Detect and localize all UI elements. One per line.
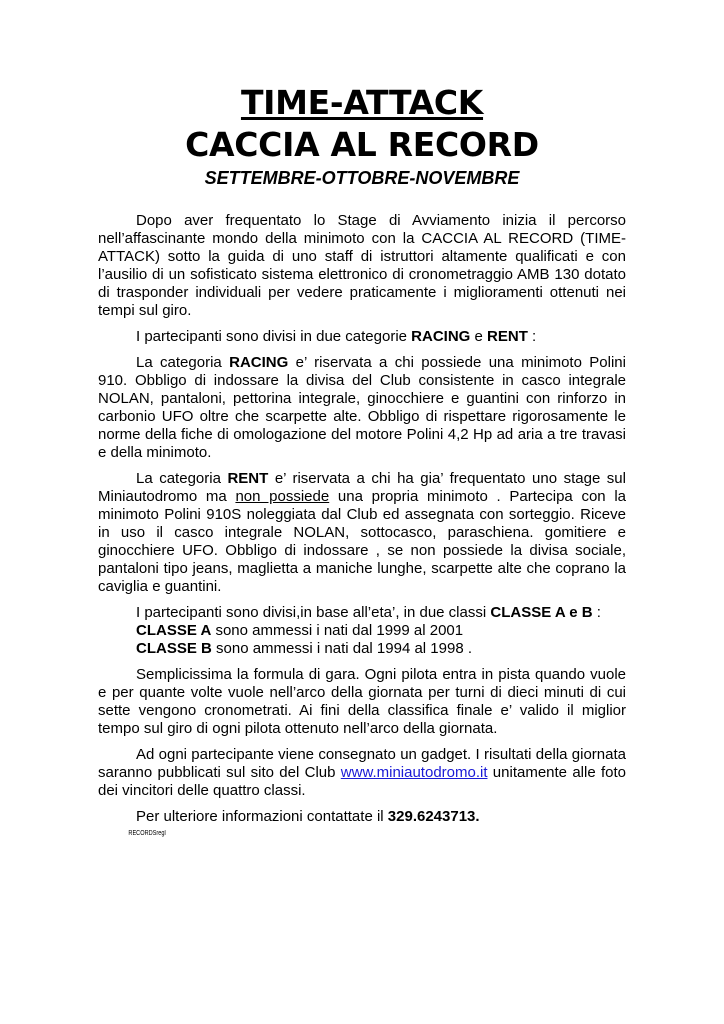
paragraph-classes <box>98 604 626 658</box>
classe-a-label: CLASSE A <box>136 622 212 639</box>
footnote-filename: RECORDSregl <box>128 830 166 837</box>
paragraph-intro: Dopo aver frequentato lo Stage di Avviamento inizia il percorso nell’affascinante mondo della minimoto con la CACCIA AL RECORD (TIME-ATTACK) sotto la guida di uno staff di istruttori altamente qualificati e con l’ausilio di un sofisticato sistema elettronico di cronometraggio AMB 130 dotato di trasponder individuali per vedere praticamente i miglioramenti ottenuti nei tempi sul giro. <box>98 212 626 319</box>
categories-text-mid: e <box>470 328 488 345</box>
paragraph-rent <box>98 470 626 596</box>
paragraph-formula: Semplicissima la formula di gara. Ogni pilota entra in pista quando vuole e per quante volte vuole nell’arco della giornata per turni di dieci minuti di cui sette vengono cronometrati. Ai fini della classifica finale e’ valido il miglior tempo sul giro di ogni pilota ottenuto nell’arco della giornata. <box>98 666 626 737</box>
racing-text-pre: La categoria <box>136 354 230 371</box>
racing-text-post: e’ riservata a chi possiede una minimoto Polini 910. Obbligo di indossare la divisa del Club consistente in casco integrale NOLAN, pantaloni, pettorina integrale, ginocchiere e guantini con rinforzo in carbonio UFO oltre che scarpette alte. Obbligo di rispettare rigorosamente le norme della fiche di omologazione del motore Polini 4,2 Hp ad aria a tre travasi e della minimoto. <box>98 354 626 461</box>
paragraph-categories <box>98 328 626 346</box>
classes-line1-post: : <box>592 604 601 621</box>
rent-text-pre: La categoria <box>136 470 228 487</box>
classes-line-1 <box>136 604 626 622</box>
contact-phone: 329.6243713. <box>387 808 480 825</box>
paragraph-contact <box>98 808 626 826</box>
categories-racing: RACING <box>411 328 471 345</box>
rent-label: RENT <box>227 470 269 487</box>
categories-rent: RENT <box>487 328 528 345</box>
rent-text-post: una propria minimoto . Partecipa con la minimoto Polini 910S noleggiata dal Club ed assegnata con sorteggio. Riceve in uso il casco integrale NOLAN, sottocasco, paraschiena. gomitiere e ginocchiere UFO. Obbligo di indossare , se non possiede la divisa sociale, pantaloni tipo jeans, maglietta a maniche lunghe, scarpette alte che coprano la caviglia e guantini. <box>98 488 626 595</box>
paragraph-racing <box>98 354 626 462</box>
rent-underlined: non possiede <box>235 488 330 505</box>
classe-b-text: sono ammessi i nati dal 1994 al 1998 . <box>211 640 472 657</box>
categories-text-pre: I partecipanti sono divisi in due categorie <box>136 328 412 345</box>
categories-text-post: : <box>527 328 537 345</box>
classes-line-3 <box>136 640 626 658</box>
classe-b-label: CLASSE B <box>136 640 212 657</box>
classe-a-text: sono ammessi i nati dal 1999 al 2001 <box>211 622 464 639</box>
classes-line1-pre: I partecipanti sono divisi,in base all’eta’, in due classi <box>136 604 491 621</box>
subtitle-months: SETTEMBRE-OTTOBRE-NOVEMBRE <box>204 168 520 188</box>
contact-text-pre: Per ulteriore informazioni contattate il <box>136 808 388 825</box>
classes-line-2 <box>136 622 626 640</box>
website-link[interactable]: www.miniautodromo.it <box>340 764 488 781</box>
gadget-text-post: unitamente alle foto dei vincitori delle quattro classi. <box>98 764 626 799</box>
title-caccia-al-record: CACCIA AL RECORD <box>185 125 539 164</box>
rent-text-mid: e’ riservata a chi ha gia’ frequentato uno stage sul Miniautodromo ma <box>98 470 626 505</box>
classes-line1-bold: CLASSE A e B <box>490 604 593 621</box>
racing-label: RACING <box>229 354 289 371</box>
gadget-text-pre: Ad ogni partecipante viene consegnato un gadget. I risultati della giornata saranno pubblicati sul sito del Club <box>98 746 626 781</box>
paragraph-gadget <box>98 746 626 800</box>
document-page <box>98 82 626 838</box>
title-time-attack: TIME-ATTACK <box>240 83 484 122</box>
